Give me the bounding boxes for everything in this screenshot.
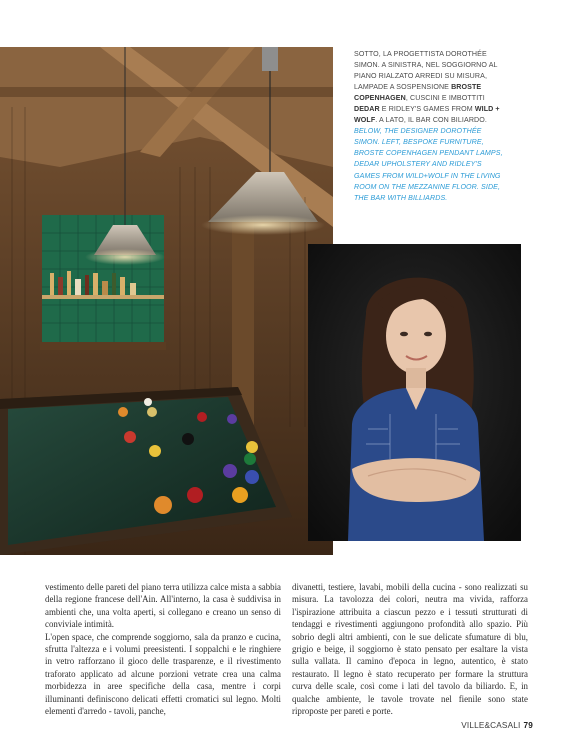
caption-brand-dedar: DEDAR	[354, 105, 380, 114]
magazine-name: VILLE&CASALI	[461, 721, 521, 730]
caption-english: BELOW, THE DESIGNER DOROTHÉE SIMON. LEFT, BESPOKE FURNITURE, BROSTE COPENHAGEN PENDANT LAMPS, DEDAR UPHOLSTERY AND RIDLEY'S GAMES FROM WILD+WOLF IN THE LIVING ROOM ON THE MEZZANINE FLOOR. SIDE, THE BAR WITH BILLIARDS.	[354, 127, 503, 202]
caption-brand-broste: BROSTE COPENHAGEN	[354, 83, 482, 103]
body-column-right	[292, 581, 528, 717]
portrait-illustration	[308, 244, 521, 541]
billiard-room-photo	[0, 47, 333, 555]
body-paragraph: divanetti, testiere, lavabi, mobili della cucina - sono realizzati su misura. La tavolozza dei colori, neutra ma vivida, rafforza l'ispirazione attribuita a ciascun pezzo e i tessuti strutturati di tendaggi e rivestimenti aggiungono profondità allo spazio. Più sobrio degli altri ambienti, con le sue delicate sfumature di blu, grigio e beige, il soggiorno è stato pensato per esaltare la vista sulla vallata. Il camino d'epoca in legno, autentico, è stato restaurato. Il legno è stato recuperato per formare la struttura curva delle scale, così come i lati del tavolo da biliardo. E, in qualche ambiente, le tavole trovate nel fienile sono state riproposte per pareti e porte.	[292, 582, 528, 717]
caption-brand-wild-wolf: WILD + WOLF	[354, 105, 500, 125]
page-folio	[461, 721, 533, 730]
body-paragraph: vestimento delle pareti del piano terra utilizza calce mista a sabbia della regione francese dell'Ain. All'interno, la casa è suddivisa in ambienti che, una volta aperti, si collegano e creano un senso di conviviale intimità.	[45, 582, 281, 630]
caption-italian: SOTTO, LA PROGETTISTA DOROTHÉE SIMON. A SINISTRA, NEL SOGGIORNO AL PIANO RIALZATO ARREDI SU MISURA, LAMPADE A SOSPENSIONE BROSTE COPENHAGEN, CUSCINI E IMBOTTITI DEDAR E RIDLEY'S GAMES FROM WILD + WOLF. A LATO, IL BAR CON BILIARDO.	[354, 50, 500, 125]
billiard-room-illustration	[0, 47, 333, 555]
page-number: 79	[523, 721, 533, 730]
body-paragraph: L'open space, che comprende soggiorno, sala da pranzo e cucina, sfrutta l'altezza e i volumi preesistenti. I soppalchi e le ringhiere in vetro rafforzano il gioco delle trasparenze, e il rivestimento traforato applicato ad alcune porzioni vetrate crea una calma morbidezza in aree specifiche della casa, mentre i corpi illuminanti definiscono delicati effetti cromatici sul legno. Molti elementi d'arredo - tavoli, panche,	[45, 631, 281, 717]
photo-caption	[354, 49, 504, 204]
body-column-left	[45, 581, 281, 717]
designer-portrait-photo	[308, 244, 521, 541]
